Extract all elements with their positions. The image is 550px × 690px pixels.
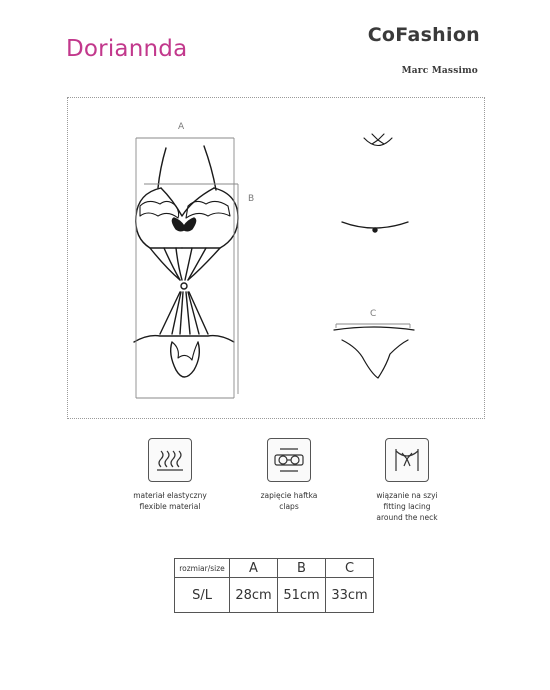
feature-line-3: around the neck (376, 513, 438, 522)
feature-text (105, 490, 235, 512)
product-diagram (67, 97, 485, 419)
bow-icon (172, 218, 195, 231)
feature-line-2: flexible material (139, 502, 201, 511)
table-row (175, 578, 374, 613)
size-table-value-c: 33cm (326, 578, 374, 613)
feature-line-2: fitting lacing (383, 502, 431, 511)
feature-elastic-material (105, 438, 235, 512)
dimension-label-a: A (178, 122, 185, 132)
belt-drawing (342, 222, 408, 232)
ring-connector-icon (181, 283, 187, 289)
neck-tie-icon (385, 438, 429, 482)
size-table (174, 558, 374, 613)
product-name: Doriannda (66, 36, 188, 62)
feature-line-1: zapięcie haftka (260, 491, 318, 500)
size-table-size: S/L (175, 578, 230, 613)
thong-drawing (334, 327, 414, 378)
hook-clasp-icon (267, 438, 311, 482)
bodysuit-drawing (134, 146, 238, 377)
choker-drawing (364, 134, 392, 146)
feature-line-1: materiał elastyczny (133, 491, 207, 500)
feature-neck-tie (342, 438, 472, 523)
size-table-header-c: C (326, 559, 374, 578)
feature-line-1: wiązanie na szyi (376, 491, 438, 500)
dimension-label-c: C (370, 309, 377, 319)
feature-text (224, 490, 354, 512)
dimension-label-b: B (248, 194, 255, 204)
product-diagram-drawing (68, 98, 486, 420)
collection-name: Marc Massimo (401, 66, 478, 76)
feature-hook-clasp (224, 438, 354, 512)
size-table-value-a: 28cm (230, 578, 278, 613)
size-table-caption: rozmiar/size (175, 559, 230, 578)
size-table-header-row (175, 559, 374, 578)
size-table-header-b: B (278, 559, 326, 578)
elastic-material-icon (148, 438, 192, 482)
brand-logo: CoFashion (367, 24, 480, 46)
feature-line-2: claps (279, 502, 299, 511)
size-table-value-b: 51cm (278, 578, 326, 613)
feature-text (342, 490, 472, 523)
size-table-header-a: A (230, 559, 278, 578)
